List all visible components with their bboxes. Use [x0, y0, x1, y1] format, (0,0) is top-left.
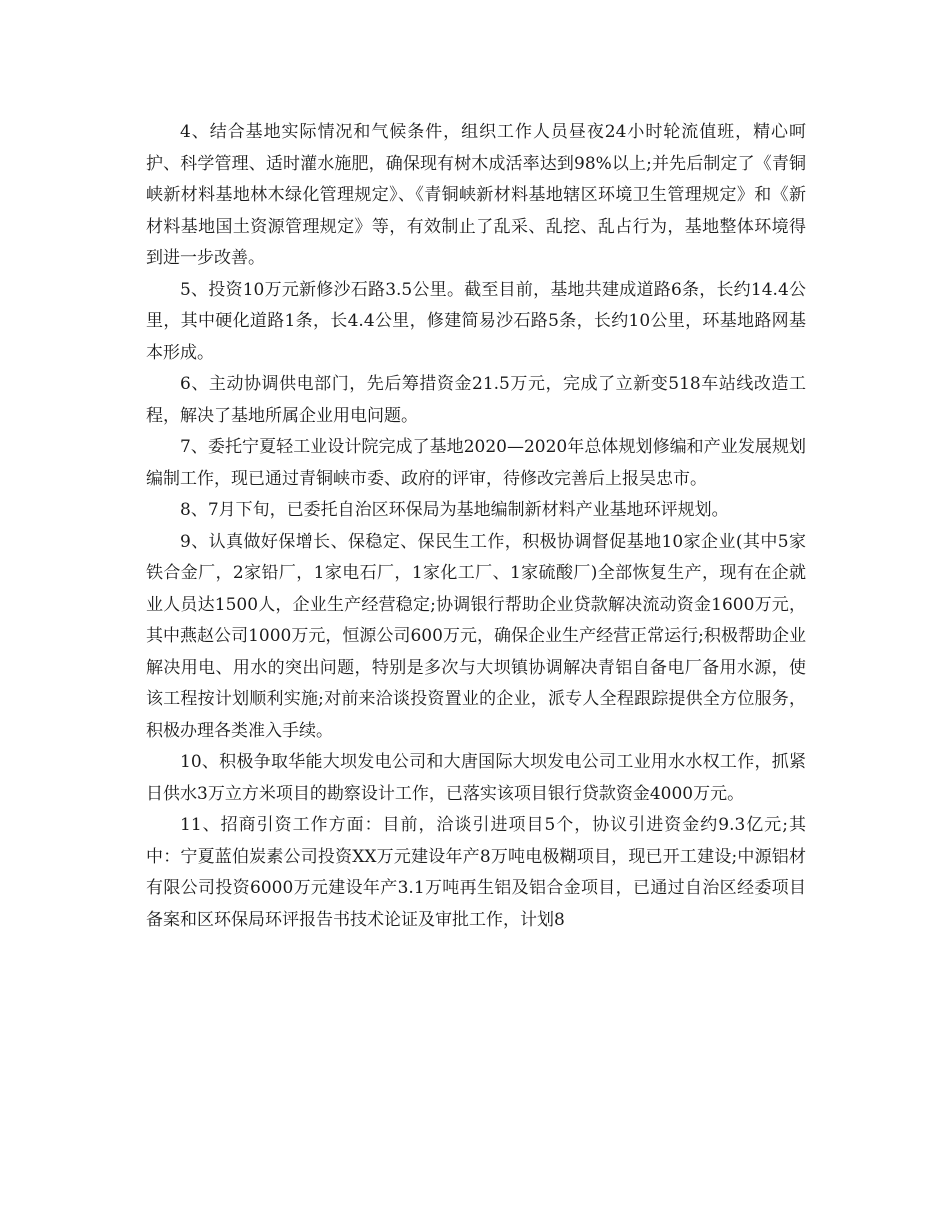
paragraph-item-6: 6、主动协调供电部门，先后筹措资金21.5万元，完成了立新变518车站线改造工程，解决了基地所属企业用电问题。 — [146, 374, 806, 426]
document-body — [146, 117, 806, 936]
paragraph-item-11: 11、招商引资工作方面：目前，洽谈引进项目5个，协议引进资金约9.3亿元;其中：宁夏蓝伯炭素公司投资XX万元建设年产8万吨电极糊项目，现已开工建设;中源铝材有限公司投资6000万元建设年产3.1万吨再生铝及铝合金项目，已通过自治区经委项目备案和区环保局环评报告书技术论证及审批工作，计划8 — [146, 815, 806, 930]
paragraph-item-7: 7、委托宁夏轻工业设计院完成了基地2020—2020年总体规划修编和产业发展规划编制工作，现已通过青铜峡市委、政府的评审，待修改完善后上报吴忠市。 — [146, 437, 806, 489]
paragraph-item-4: 4、结合基地实际情况和气候条件，组织工作人员昼夜24小时轮流值班，精心呵护、科学管理、适时灌水施肥，确保现有树木成活率达到98%以上;并先后制定了《青铜峡新材料基地林木绿化管理规定》、《青铜峡新材料基地辖区环境卫生管理规定》和《新材料基地国土资源管理规定》等，有效制止了乱采、乱挖、乱占行为，基地整体环境得到进一步改善。 — [146, 122, 806, 268]
paragraph-item-8: 8、7月下旬，已委托自治区环保局为基地编制新材料产业基地环评规划。 — [180, 500, 729, 520]
paragraph-item-9: 9、认真做好保增长、保稳定、保民生工作，积极协调督促基地10家企业(其中5家铁合金厂，2家铅厂，1家电石厂，1家化工厂、1家硫酸厂)全部恢复生产，现有在企就业人员达1500人，企业生产经营稳定;协调银行帮助企业贷款解决流动资金1600万元，其中燕赵公司1000万元，恒源公司600万元，确保企业生产经营正常运行;积极帮助企业解决用电、用水的突出问题，特别是多次与大坝镇协调解决青铝自备电厂备用水源，使该工程按计划顺利实施;对前来洽谈投资置业的企业，派专人全程跟踪提供全方位服务，积极办理各类准入手续。 — [146, 531, 806, 741]
paragraph-item-10: 10、积极争取华能大坝发电公司和大唐国际大坝发电公司工业用水水权工作，抓紧日供水3万立方米项目的勘察设计工作，已落实该项目银行贷款资金4000万元。 — [146, 752, 806, 804]
paragraph-item-5: 5、投资10万元新修沙石路3.5公里。截至目前，基地共建成道路6条，长约14.4公里，其中硬化道路1条，长4.4公里，修建简易沙石路5条，长约10公里，环基地路网基本形成。 — [146, 279, 806, 363]
